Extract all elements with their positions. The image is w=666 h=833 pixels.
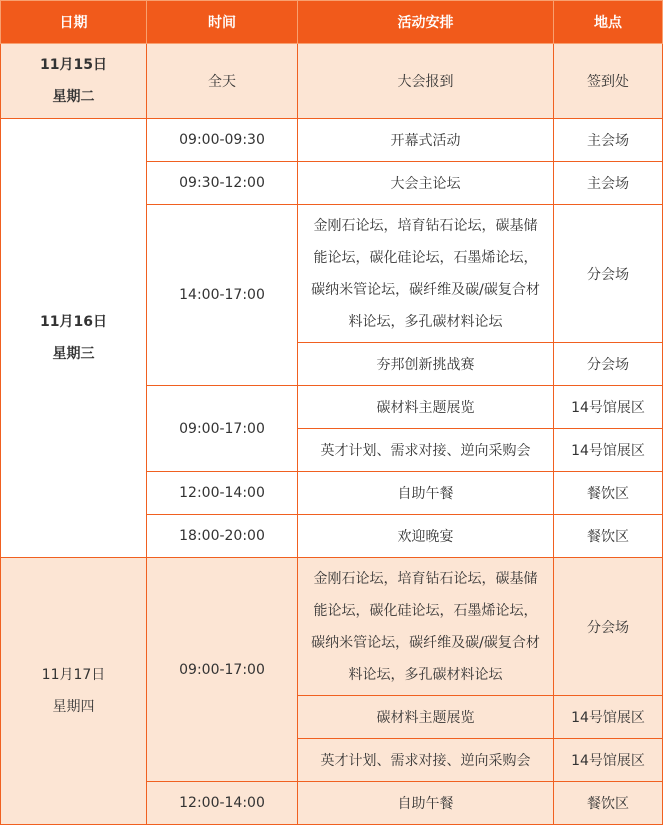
activity-cell: 大会主论坛 [298,162,554,205]
activity-cell: 英才计划、需求对接、逆向采购会 [298,739,554,782]
activity-line: 料论坛，多孔碳材料论坛 [348,666,503,683]
activity-cell: 英才计划、需求对接、逆向采购会 [298,429,554,472]
time-cell: 12:00-14:00 [147,472,298,515]
header-activity: 活动安排 [298,1,554,44]
table-row [1,558,663,696]
date-text: 11月17日 [41,667,106,683]
table-row [1,119,663,162]
activity-line: 金刚石论坛，培育钻石论坛，碳基储 [313,217,538,234]
time-cell: 18:00-20:00 [147,515,298,558]
activity-cell: 碳材料主题展览 [298,386,554,429]
location-cell: 餐饮区 [554,782,663,825]
activity-line: 能论坛，碳化硅论坛，石墨烯论坛， [313,602,538,619]
location-cell: 14号馆展区 [554,739,663,782]
location-cell: 14号馆展区 [554,386,663,429]
date-cell-day2 [1,119,147,558]
location-cell: 14号馆展区 [554,696,663,739]
time-cell: 09:00-17:00 [147,386,298,472]
time-cell: 09:00-17:00 [147,558,298,782]
activity-cell: 夯邦创新挑战赛 [298,343,554,386]
date-text: 11月15日 [40,57,107,73]
activity-cell-forums [298,205,554,343]
time-cell: 14:00-17:00 [147,205,298,386]
location-cell: 餐饮区 [554,472,663,515]
weekday-text: 星期三 [52,346,95,362]
time-cell: 12:00-14:00 [147,782,298,825]
time-cell: 09:30-12:00 [147,162,298,205]
activity-line: 碳纳米管论坛，碳纤维及碳/碳复合材 [311,634,540,651]
weekday-text: 星期四 [52,699,95,715]
activity-cell: 欢迎晚宴 [298,515,554,558]
location-cell: 签到处 [554,44,663,119]
time-cell: 全天 [147,44,298,119]
location-cell: 分会场 [554,343,663,386]
activity-cell: 大会报到 [298,44,554,119]
date-text: 11月16日 [40,314,107,330]
location-cell: 餐饮区 [554,515,663,558]
table-row [1,44,663,119]
header-time: 时间 [147,1,298,44]
location-cell: 14号馆展区 [554,429,663,472]
location-cell: 分会场 [554,205,663,343]
location-cell: 主会场 [554,162,663,205]
header-date: 日期 [1,1,147,44]
activity-line: 能论坛，碳化硅论坛，石墨烯论坛， [313,249,538,266]
weekday-text: 星期二 [52,89,95,105]
time-cell: 09:00-09:30 [147,119,298,162]
activity-line: 料论坛，多孔碳材料论坛 [348,313,503,330]
date-cell-day1 [1,44,147,119]
activity-cell: 自助午餐 [298,782,554,825]
activity-line: 金刚石论坛，培育钻石论坛，碳基储 [313,570,538,587]
activity-line: 碳纳米管论坛，碳纤维及碳/碳复合材 [311,281,540,298]
date-cell-day3 [1,558,147,825]
table-header [1,1,663,44]
activity-cell: 自助午餐 [298,472,554,515]
header-location: 地点 [554,1,663,44]
activity-cell-forums [298,558,554,696]
location-cell: 主会场 [554,119,663,162]
activity-cell: 碳材料主题展览 [298,696,554,739]
activity-cell: 开幕式活动 [298,119,554,162]
location-cell: 分会场 [554,558,663,696]
